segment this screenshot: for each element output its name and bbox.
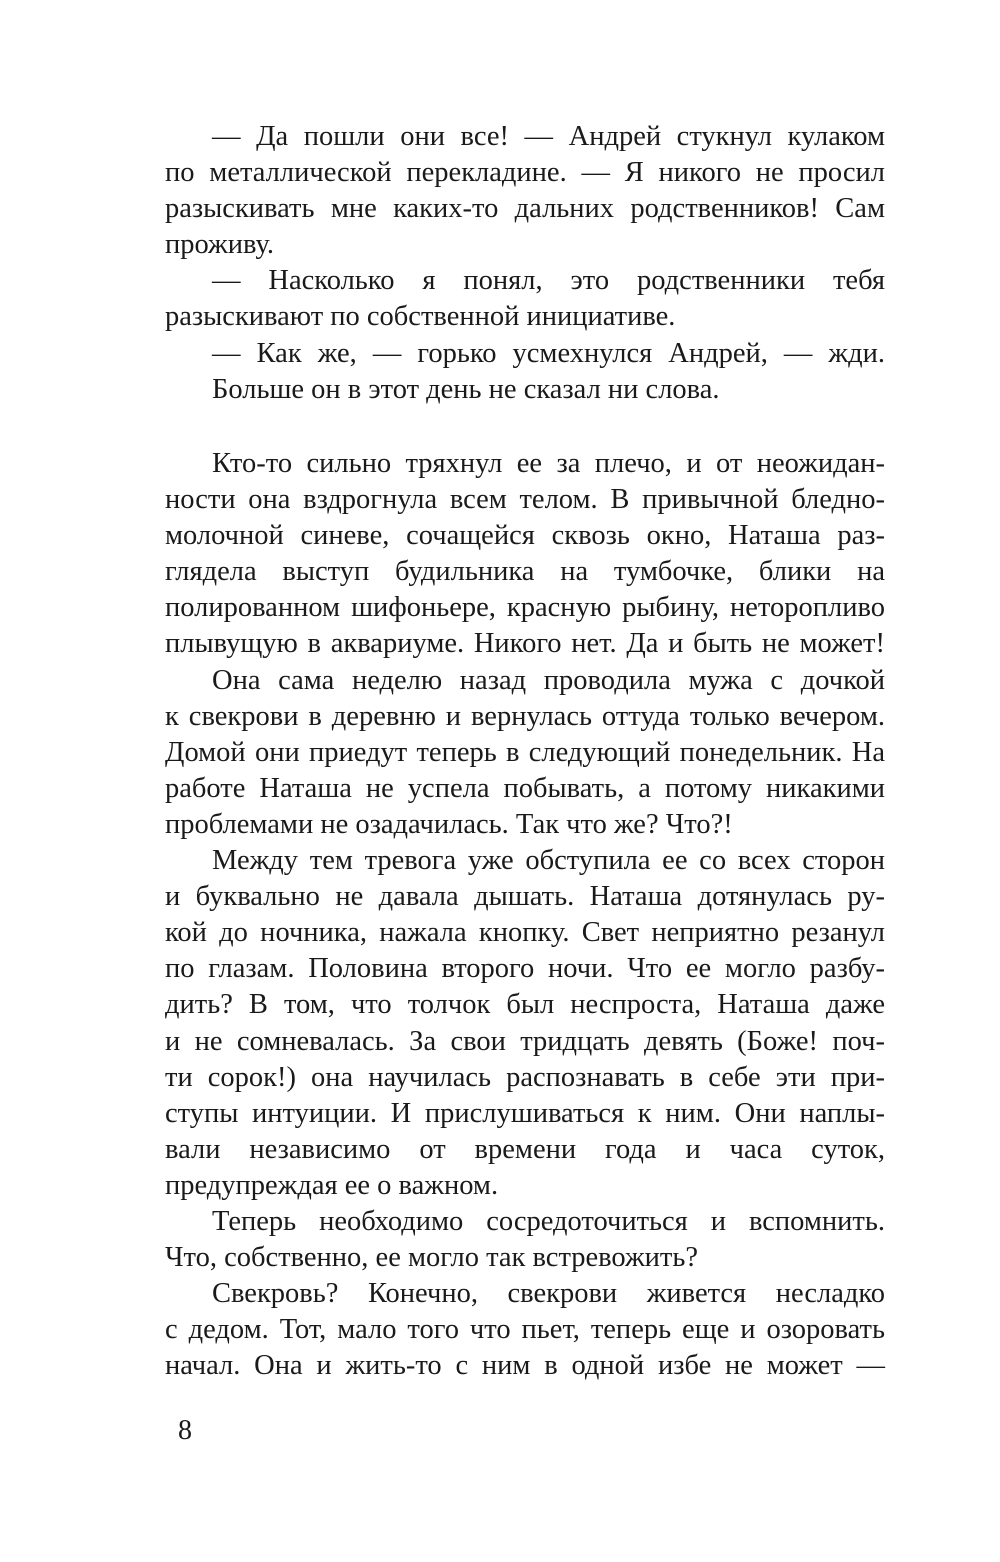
- text-line: Теперь необходимо сосредоточиться и вспомнить.: [212, 1205, 885, 1237]
- text-line: Больше он в этот день не сказал ни слова.: [212, 373, 720, 405]
- text-line: и не сомневалась. За свои тридцать девять (Боже! поч-: [165, 1025, 885, 1057]
- text-line: начал. Она и жить-то с ним в одной избе не может —: [165, 1350, 885, 1382]
- text-line: глядела выступ будильника на тумбочке, блики на: [165, 556, 885, 588]
- text-line: Она сама неделю назад проводила мужа с дочкой: [212, 664, 885, 696]
- text-line: и буквально не давала дышать. Наташа дотянулась ру-: [165, 881, 885, 913]
- text-line: предупреждая ее о важном.: [165, 1169, 499, 1201]
- text-line: — Да пошли они все! — Андрей стукнул кулаком: [212, 121, 885, 152]
- text-line: дить? В том, что толчок был неспроста, Наташа даже: [165, 989, 885, 1021]
- text-line: разыскивают по собственной инициативе.: [165, 301, 676, 333]
- text-line: вали независимо от времени года и часа суток,: [165, 1133, 885, 1165]
- text-line: полированном шифоньере, красную рыбину, неторопливо: [165, 592, 885, 624]
- text-line: с дедом. Тот, мало того что пьет, теперь еще и озоровать: [165, 1314, 885, 1346]
- dialogue-section: [165, 119, 885, 408]
- text-line: — Как же, — горько усмехнулся Андрей, — жди.: [212, 337, 885, 369]
- page-number: 8: [178, 1415, 192, 1446]
- text-line: ти сорок!) она научилась распознавать в себе эти при-: [165, 1061, 885, 1093]
- text-line: Домой они приедут теперь в следующий понедельник. На: [165, 736, 885, 768]
- text-line: Между тем тревога уже обступила ее со всех сторон: [212, 845, 885, 877]
- text-line: кой до ночника, нажала кнопку. Свет неприятно резанул: [165, 917, 885, 949]
- text-line: молочной синеве, сочащейся сквозь окно, Наташа раз-: [165, 520, 885, 552]
- text-line: работе Наташа не успела побывать, а потому никакими: [165, 772, 885, 804]
- text-line: Свекровь? Конечно, свекрови живется несладко: [212, 1278, 885, 1310]
- text-line: по металлической перекладине. — Я никого не просил: [165, 157, 885, 189]
- text-line: проблемами не озадачилась. Так что же? Что?!: [165, 808, 733, 840]
- text-line: плывущую в аквариуме. Никого нет. Да и быть не может!: [165, 628, 885, 660]
- text-line: — Насколько я понял, это родственники тебя: [212, 265, 885, 297]
- text-line: разыскивать мне каких-то дальних родственников! Сам: [165, 193, 885, 225]
- text-line: проживу.: [165, 229, 274, 261]
- text-line: Кто-то сильно тряхнул ее за плечо, и от неожидан-: [212, 448, 885, 479]
- text-line: Что, собственно, ее могло так встревожить?: [165, 1242, 699, 1274]
- text-line: по глазам. Половина второго ночи. Что ее могло разбу-: [165, 953, 885, 985]
- text-line: ступы интуиции. И прислушиваться к ним. Они наплы-: [165, 1097, 885, 1129]
- text-line: к свекрови в деревню и вернулась оттуда только вечером.: [165, 700, 885, 732]
- narrative-section: [165, 446, 885, 1384]
- text-line: ности она вздрогнула всем телом. В привычной бледно-: [165, 484, 885, 516]
